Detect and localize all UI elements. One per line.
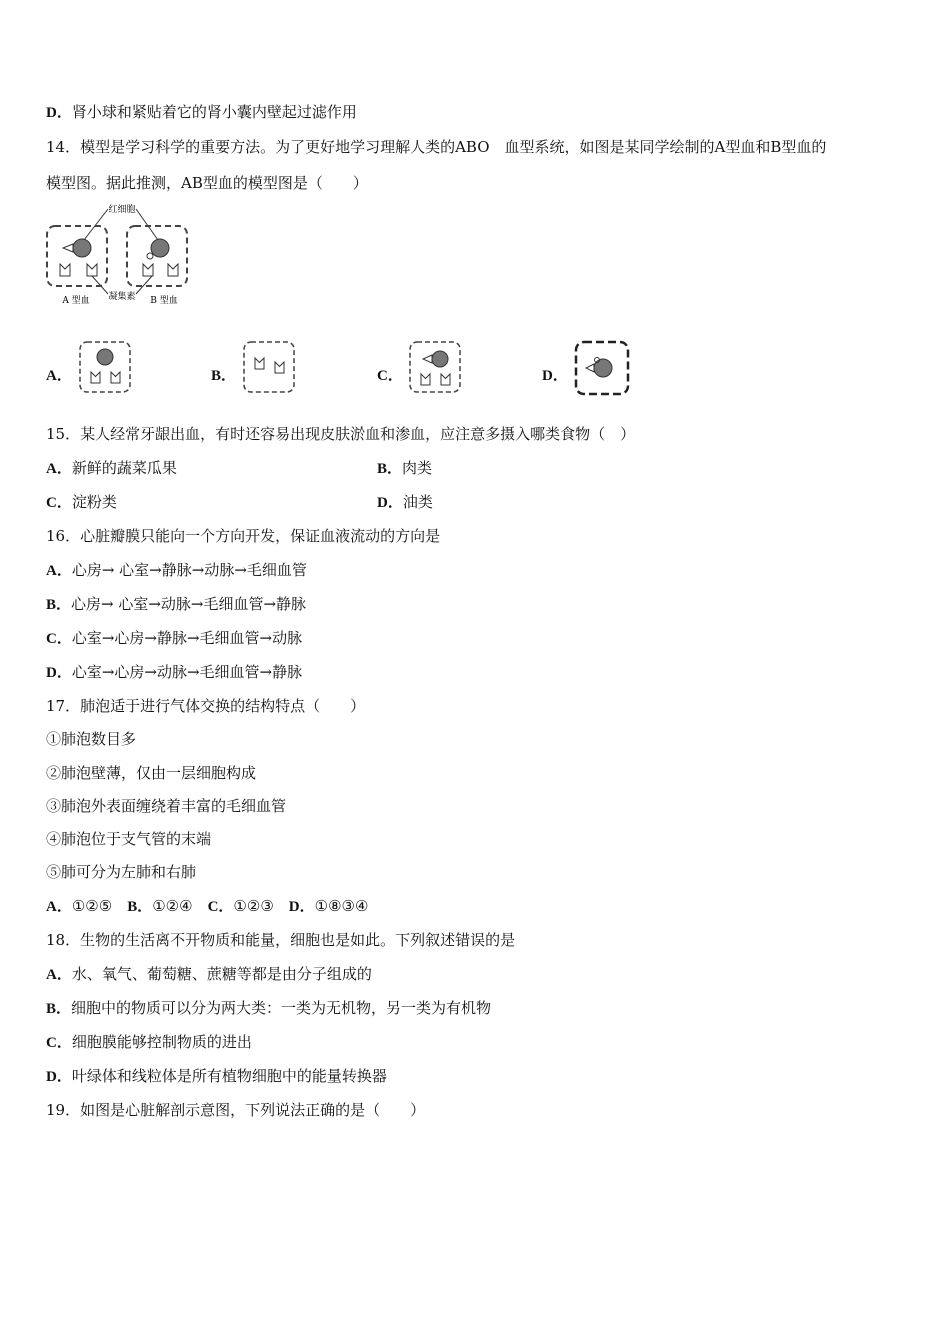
label-agglutinin: 凝集素 — [108, 292, 136, 302]
antigen-a-icon — [423, 355, 432, 363]
q18-option-d — [46, 1066, 387, 1087]
q16-stem: 16．心脏瓣膜只能向一个方向开发，保证血液流动的方向是 — [46, 527, 441, 545]
option-text: ①②⑤ — [71, 897, 113, 915]
option-letter: C． — [46, 631, 72, 647]
option-letter: B． — [377, 461, 403, 477]
q17-item: ①肺泡数目多 — [46, 730, 137, 748]
option-text: 水、氧气、葡萄糖、蔗糖等都是由分子组成的 — [71, 965, 372, 983]
q18-option-a — [46, 964, 372, 985]
q15-option-d — [377, 492, 433, 513]
q19-stem: 19．如图是心脏解剖示意图，下列说法正确的是（ ） — [46, 1101, 426, 1119]
option-letter: C． — [207, 899, 234, 915]
label-b-type: B 型血 — [150, 296, 178, 306]
q15-stem: 15．某人经常牙龈出血，有时还容易出现皮肤淤血和渗血，应注意多摄入哪类食物（ ） — [46, 425, 636, 443]
option-letter: D． — [46, 105, 72, 121]
option-text: 细胞膜能够控制物质的进出 — [71, 1033, 252, 1051]
q16-option-c — [46, 628, 302, 649]
q14-option-c-label: C． — [377, 368, 403, 384]
red-blood-cell-icon — [97, 349, 113, 365]
q15-option-b — [377, 458, 432, 479]
option-letter: C． — [46, 495, 72, 511]
q16-option-a — [46, 560, 307, 581]
antigen-a-icon — [586, 364, 594, 372]
agglutinin-icon — [111, 372, 120, 383]
option-text: 新鲜的蔬菜瓜果 — [71, 459, 177, 477]
q17-item: ⑤肺可分为左肺和右肺 — [46, 863, 197, 881]
q17-options — [46, 896, 368, 917]
option-text: 细胞中的物质可以分为两大类：一类为无机物，另一类为有机物 — [71, 999, 492, 1017]
q14-option-d-figure — [574, 340, 630, 396]
antigen-a-icon — [63, 244, 73, 252]
q17-stem: 17．肺泡适于进行气体交换的结构特点（ ） — [46, 697, 366, 715]
option-letter: B． — [46, 1001, 72, 1017]
q14-option-b-label: B． — [211, 368, 237, 384]
q18-option-b — [46, 998, 491, 1019]
blood-type-model-figure — [40, 200, 200, 310]
red-blood-cell-icon — [151, 239, 169, 257]
q16-option-b — [46, 594, 306, 615]
option-letter: D． — [288, 899, 315, 915]
q14-option-d-label: D． — [542, 368, 568, 384]
q15-option-c — [46, 492, 117, 513]
option-letter: B． — [127, 899, 153, 915]
q13-option-d — [46, 102, 357, 123]
option-text: 油类 — [402, 493, 433, 511]
q18-stem: 18．生物的生活离不开物质和能量，细胞也是如此。下列叙述错误的是 — [46, 931, 516, 949]
option-letter: C． — [46, 1035, 72, 1051]
q15-option-a — [46, 458, 177, 479]
option-text: 淀粉类 — [71, 493, 117, 511]
option-text: 心室→心房→动脉→毛细血管→静脉 — [71, 663, 303, 681]
option-text: 心室→心房→静脉→毛细血管→动脉 — [71, 629, 303, 647]
option-letter: D． — [377, 495, 403, 511]
option-letter: A． — [46, 563, 72, 579]
q14-option-c-figure — [408, 340, 462, 394]
option-text: ①②④ — [152, 897, 193, 915]
red-blood-cell-icon — [73, 239, 91, 257]
option-letter: D． — [46, 1069, 72, 1085]
option-letter: D． — [46, 665, 72, 681]
agglutinin-icon — [168, 264, 178, 276]
q14-stem-line1: 14．模型是学习科学的重要方法。为了更好地学习理解人类的ABO 血型系统，如图是某同学绘制的A型血和B型血的 — [46, 138, 827, 156]
agglutinin-icon — [60, 264, 70, 276]
red-blood-cell-icon — [594, 359, 612, 377]
agglutinin-icon — [441, 374, 450, 385]
option-text: 肉类 — [402, 459, 433, 477]
agglutinin-icon — [143, 264, 153, 276]
option-letter: A． — [46, 967, 72, 983]
option-text: 心房→ 心室→动脉→毛细血管→静脉 — [71, 595, 307, 613]
q14-option-b-figure — [242, 340, 296, 394]
option-text: 肾小球和紧贴着它的肾小囊内壁起过滤作用 — [71, 103, 357, 121]
label-rbc: 红细胞 — [108, 205, 136, 215]
option-letter: A． — [46, 899, 72, 915]
q16-option-d — [46, 662, 302, 683]
q17-item: ④肺泡位于支气管的末端 — [46, 830, 212, 848]
option-text: 心房→ 心室→静脉→动脉→毛细血管 — [71, 561, 307, 579]
red-blood-cell-icon — [432, 351, 448, 367]
agglutinin-icon — [275, 362, 284, 373]
antigen-b-icon — [147, 253, 153, 259]
option-text: ①②③ — [233, 897, 274, 915]
agglutinin-icon — [91, 372, 100, 383]
q18-option-c — [46, 1032, 252, 1053]
label-a-type: A 型血 — [62, 296, 90, 306]
agglutinin-icon — [87, 264, 97, 276]
agglutinin-icon — [255, 358, 264, 369]
agglutinin-icon — [421, 374, 430, 385]
q14-stem-line2: 模型图。据此推测，AB型血的模型图是（ ） — [46, 174, 368, 192]
q14-option-a-label: A． — [46, 368, 72, 384]
q17-item: ③肺泡外表面缠绕着丰富的毛细血管 — [46, 797, 287, 815]
q17-item: ②肺泡壁薄，仅由一层细胞构成 — [46, 764, 257, 782]
option-text: ①⑧③④ — [314, 897, 369, 915]
option-letter: A． — [46, 461, 72, 477]
option-text: 叶绿体和线粒体是所有植物细胞中的能量转换器 — [71, 1067, 387, 1085]
q14-option-a-figure — [78, 340, 132, 394]
option-letter: B． — [46, 597, 72, 613]
